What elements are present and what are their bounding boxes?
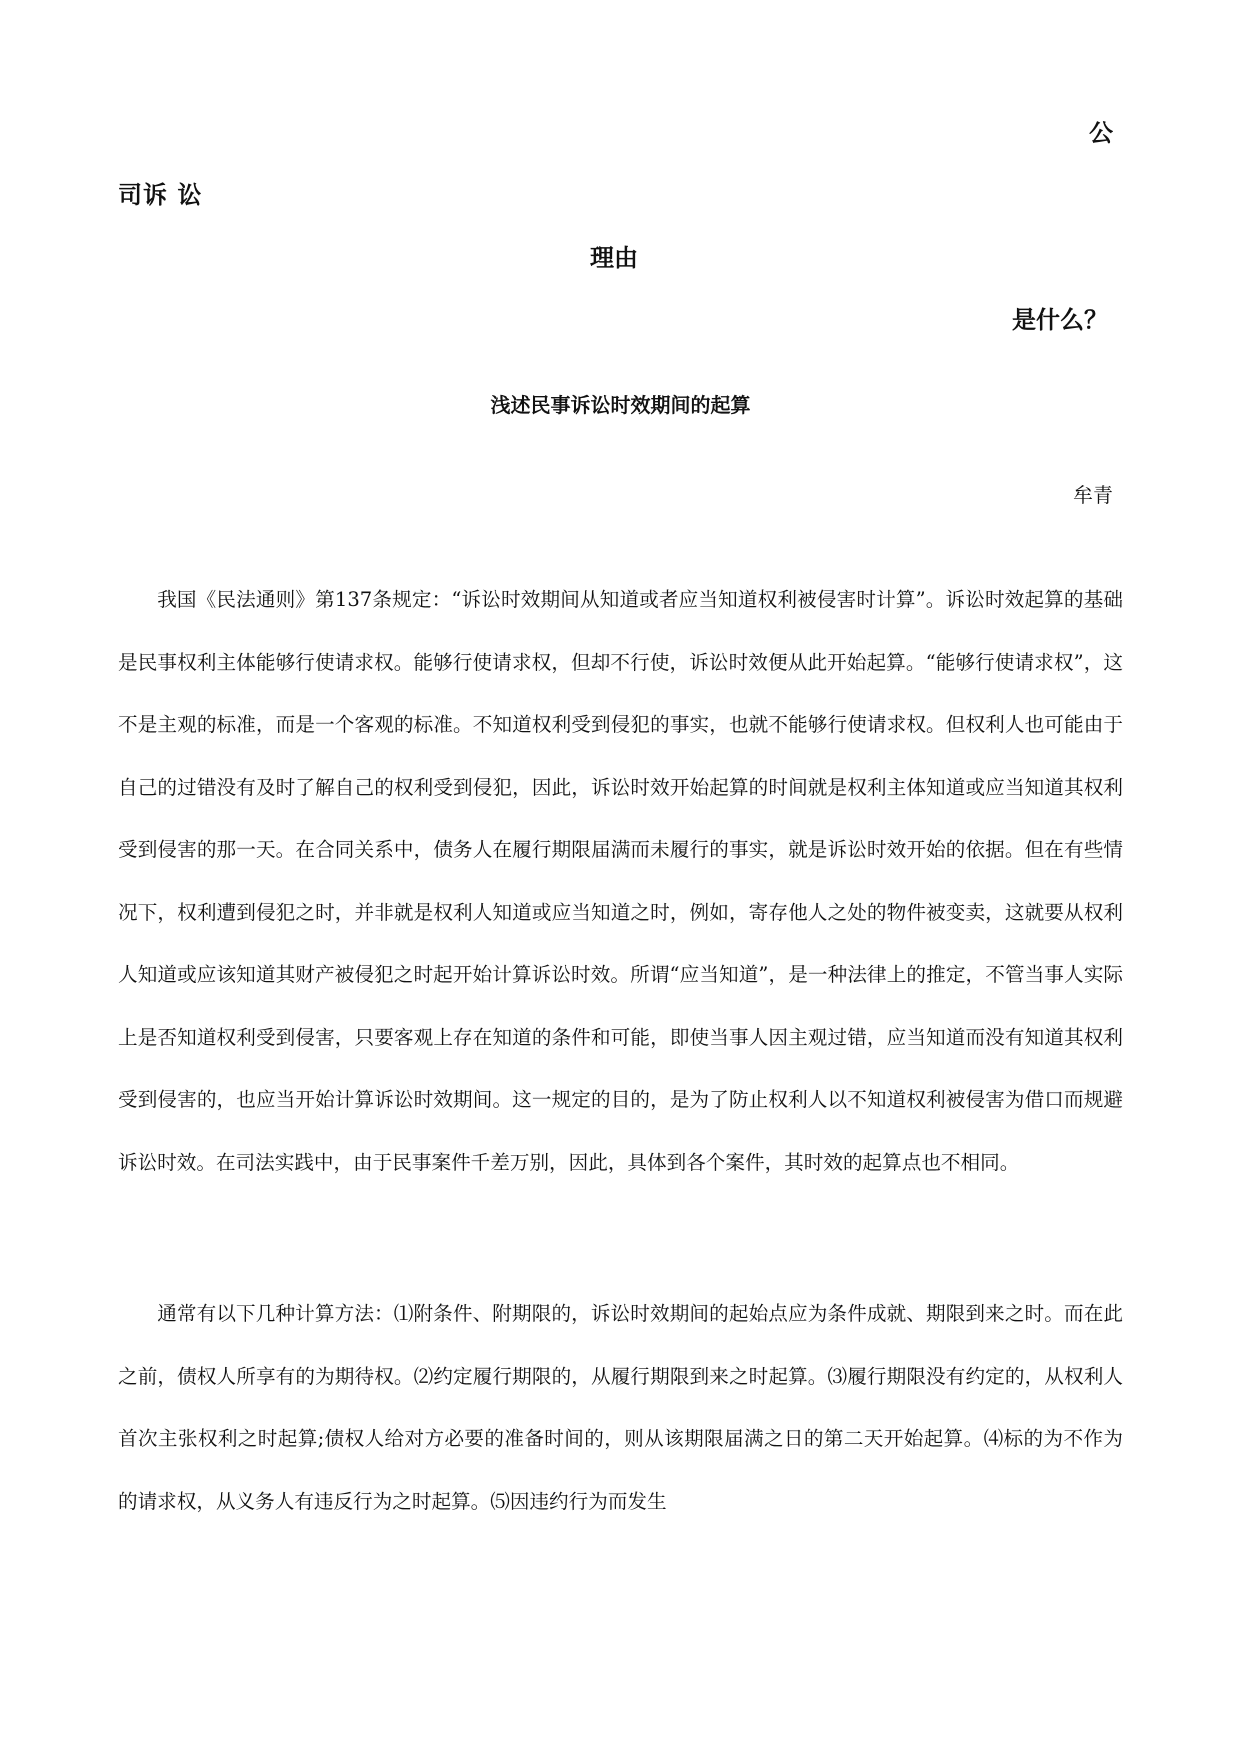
author-name: 牟青 [1073, 483, 1113, 507]
heading-fragment-4: 是什么？ [1012, 306, 1108, 334]
body-paragraph-1: 我国《民法通则》第137条规定：“诉讼时效期间从知道或者应当知道权利被侵害时计算”。诉讼时效起算的基础是民事权利主体能够行使请求权。能够行使请求权，但却不行使，诉讼时效便从此开始起算。“能够行使请求权”，这不是主观的标准，而是一个客观的标准。不知道权利受到侵犯的事实，也就不能够行使请求权。但权利人也可能由于自己的过错没有及时了解自己的权利受到侵犯，因此，诉讼时效开始起算的时间就是权利主体知道或应当知道其权利受到侵害的那一天。在合同关系中，债务人在履行期限届满而未履行的事实，就是诉讼时效开始的依据。但在有些情况下，权利遭到侵犯之时，并非就是权利人知道或应当知道之时，例如，寄存他人之处的物件被变卖，这就要从权利人知道或应该知道其财产被侵犯之时起开始计算诉讼时效。所谓“应当知道”，是一种法律上的推定，不管当事人实际上是否知道权利受到侵害，只要客观上存在知道的条件和可能，即使当事人因主观过错，应当知道而没有知道其权利受到侵害的，也应当开始计算诉讼时效期间。这一规定的目的，是为了防止权利人以不知道权利被侵害为借口而规避诉讼时效。在司法实践中，由于民事案件千差万别，因此，具体到各个案件，其时效的起算点也不相同。 [118, 588, 1123, 1174]
heading-fragment-1: 公 [1089, 119, 1113, 147]
heading-fragment-3: 理由 [590, 244, 638, 272]
article-title: 浅述民事诉讼时效期间的起算 [490, 393, 751, 417]
body-paragraph-2: 通常有以下几种计算方法：⑴附条件、附期限的，诉讼时效期间的起始点应为条件成就、期限到来之时。而在此之前，债权人所享有的为期待权。⑵约定履行期限的，从履行期限到来之时起算。⑶履行期限没有约定的，从权利人首次主张权利之时起算;债权人给对方必要的准备时间的，则从该期限届满之日的第二天开始起算。⑷标的为不作为的请求权，从义务人有违反行为之时起算。⑸因违约行为而发生 [118, 1302, 1123, 1513]
heading-fragment-2: 司诉 讼 [118, 181, 203, 209]
